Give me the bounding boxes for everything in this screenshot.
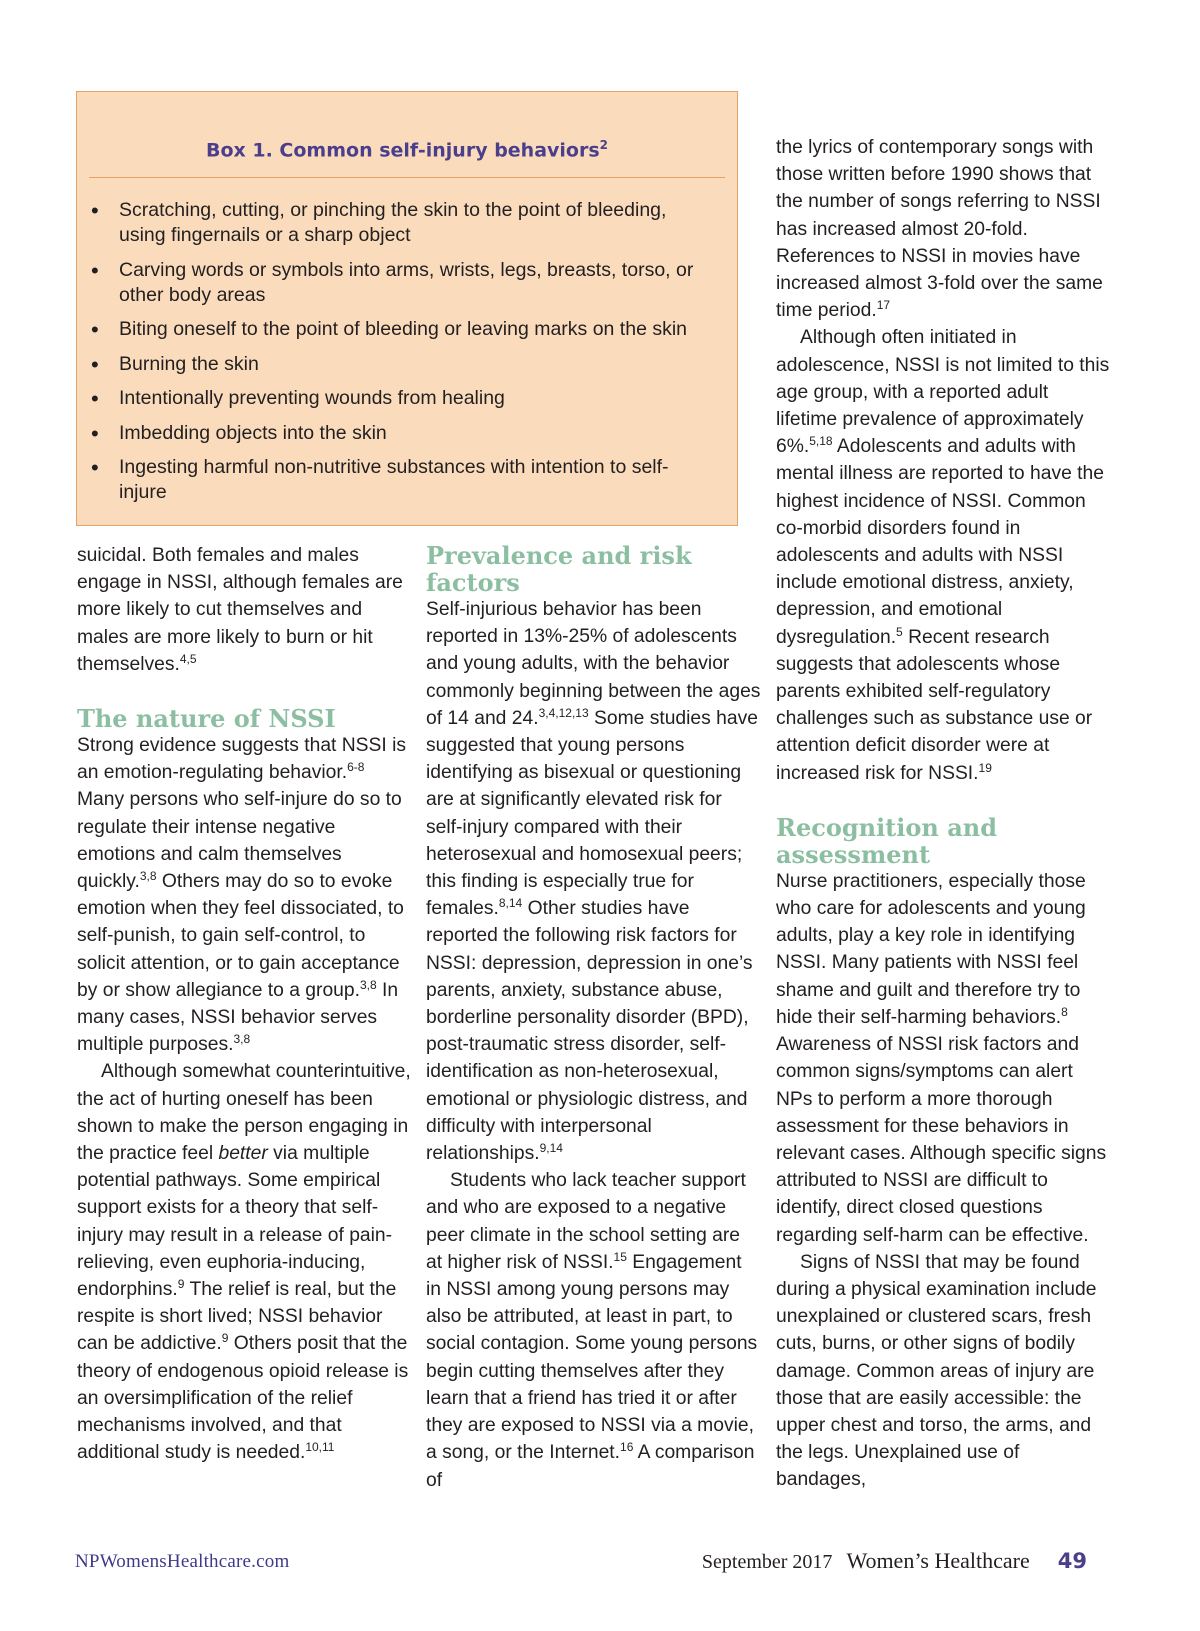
list-item: • Imbedding objects into the skin xyxy=(91,421,711,446)
behaviors-list xyxy=(91,198,711,515)
citation: 19 xyxy=(978,760,992,775)
list-item: • Scratching, cutting, or pinching the skin to the point of bleeding, using fingernails or a sharp object xyxy=(91,198,711,248)
citation: 8 xyxy=(1061,1004,1068,1019)
list-item: • Ingesting harmful non-nutritive substances with intention to self-injure xyxy=(91,455,711,505)
list-item: • Intentionally preventing wounds from healing xyxy=(91,386,711,411)
citation: 3,8 xyxy=(233,1032,251,1047)
footer-site-link[interactable]: NPWomensHealthcare.com xyxy=(75,1551,290,1572)
paragraph: Although often initiated in adolescence, NSSI is not limited to this age group, with a reported adult lifetime prevalence of approximately 6%.$^{5,18}$ Adolescents and adults with mental illness are reported to have the highest incidence of NSSI. Common co-morbid disorders found in adolescents and adults with NSSI include emotional distress, anxiety, depression, and emotional dysregulation.$^5$ Recent research suggests that adolescents whose parents exhibited self-regulatory challenges such as substance use or attention deficit disorder were at increased risk for NSSI.$^{19}$ xyxy=(776,327,1110,784)
list-item: • Biting oneself to the point of bleeding or leaving marks on the skin xyxy=(91,317,711,342)
paragraph: Students who lack teacher support and who are exposed to a negative peer climate in the school setting are at higher risk of NSSI.$^{15}$ Engagement in NSSI among young persons may also be attributed, at least in part, to social contagion. Some young persons begin cutting themselves after they learn that a friend has tried it or after they are exposed to NSSI via a movie, a song, or the Internet.$^{16}$ A comparison of xyxy=(426,1170,758,1491)
paragraph: Strong evidence suggests that NSSI is an emotion-regulating behavior.$^{6-8}$ Many persons who self-injure do so to regulate their intense negative emotions and calm themselves quickly.$^{3,8}$ Others may do so to evoke emotion when they feel dissociated, to self-punish, to gain self-control, to solicit attention, or to gain acceptance by or show allegiance to a group.$^{3,8}$ In many cases, NSSI behavior serves multiple purposes.$^{3,8}$ xyxy=(77,735,407,1056)
citation: 10,11 xyxy=(305,1440,335,1455)
box-title-text: Box 1. Common self-injury behaviors xyxy=(205,139,600,162)
footer-info xyxy=(702,1548,1087,1574)
citation: 3,8 xyxy=(139,869,157,884)
paragraph: Although somewhat counterintuitive, the act of hurting oneself has been shown to make the person engaging in the practice feel better via multiple potential pathways. Some empirical support exists for a theory that self-injury may result in a release of pain-relieving, even euphoria-inducing, endorphins.$^9$ The relief is real, but the respite is short lived; NSSI behavior can be addictive.$^9$ Others posit that the theory of endogenous opioid release is an oversimplification of the relief mechanisms involved, and that additional study is needed.$^{10,11}$ xyxy=(77,1061,411,1464)
citation: 4,5 xyxy=(179,651,197,666)
paragraph: the lyrics of contemporary songs with those written before 1990 shows that the number of songs referring to NSSI has increased almost 20-fold. References to NSSI in movies have increased almost 3-fold over the same time period.$^{17}$ xyxy=(776,137,1103,322)
section-heading-prevalence: Prevalence and risk factors xyxy=(426,541,692,597)
page-number: 49 xyxy=(1057,1549,1087,1573)
footer-date: September 2017 xyxy=(701,1551,833,1573)
citation: 15 xyxy=(613,1249,627,1264)
column-3 xyxy=(776,134,1111,1494)
column-2 xyxy=(426,542,761,1494)
paragraph: Self-injurious behavior has been reported in 13%-25% of adolescents and young adults, with the behavior commonly beginning between the ages of 14 and 24.$^{3,4,12,13}$ Some studies have suggested that young persons identifying as bisexual or questioning are at significantly elevated risk for self-injury compared with their heterosexual and homosexual peers; this finding is especially true for females.$^{8,14}$ Other studies have reported the following risk factors for NSSI: depression, depression in one’s parents, anxiety, substance abuse, borderline personality disorder (BPD), post-traumatic stress disorder, self-identification as non-heterosexual, emotional or physiologic distress, and difficulty with interpersonal relationships.$^{9,14}$ xyxy=(426,599,761,1165)
paragraph: Signs of NSSI that may be found during a physical examination include unexplained or clustered scars, fresh cuts, burns, or other signs of bodily damage. Common areas of injury are those that are easily accessible: the upper chest and torso, the arms, and the legs. Unexplained use of bandages, xyxy=(776,1251,1097,1491)
citation: 16 xyxy=(620,1440,634,1455)
box-1-self-injury-behaviors xyxy=(76,91,738,526)
list-item: • Burning the skin xyxy=(91,352,711,377)
section-heading-recognition: Recognition and assessment xyxy=(776,812,997,869)
footer-magazine: Women’s Healthcare xyxy=(846,1548,1030,1573)
box-divider xyxy=(89,177,725,178)
paragraph: suicidal. Both females and males engage in NSSI, although females are more likely to cut themselves and males are more likely to burn or hit themselves.$^{4,5}$ xyxy=(77,545,403,675)
citation: 3,8 xyxy=(359,977,377,992)
citation: 6-8 xyxy=(347,760,365,775)
citation: 9 xyxy=(177,1277,185,1292)
citation: 3,4,12,13 xyxy=(538,705,589,720)
column-1 xyxy=(77,542,412,1467)
list-item: • Carving words or symbols into arms, wrists, legs, breasts, torso, or other body areas xyxy=(91,258,711,308)
citation: 5,18 xyxy=(809,434,833,449)
section-heading-nature-of-nssi: The nature of NSSI xyxy=(77,704,336,734)
box-title-ref: 2 xyxy=(599,138,609,152)
paragraph: Nurse practitioners, especially those who care for adolescents and young adults, play a key role in identifying NSSI. Many patients with NSSI feel shame and guilt and therefore try to hide their self-harming behaviors.$^8$ Awareness of NSSI risk factors and common signs/symptoms can alert NPs to perform a more thorough assessment for these behaviors in relevant cases. Although specific signs attributed to NSSI are difficult to identify, direct closed questions regarding self-harm can be effective. xyxy=(776,870,1107,1246)
citation: 17 xyxy=(876,298,891,313)
citation: 9,14 xyxy=(539,1141,563,1156)
box-title xyxy=(77,138,737,161)
citation: 5 xyxy=(896,624,903,639)
citation: 9 xyxy=(221,1331,229,1346)
citation: 8,14 xyxy=(498,896,523,911)
